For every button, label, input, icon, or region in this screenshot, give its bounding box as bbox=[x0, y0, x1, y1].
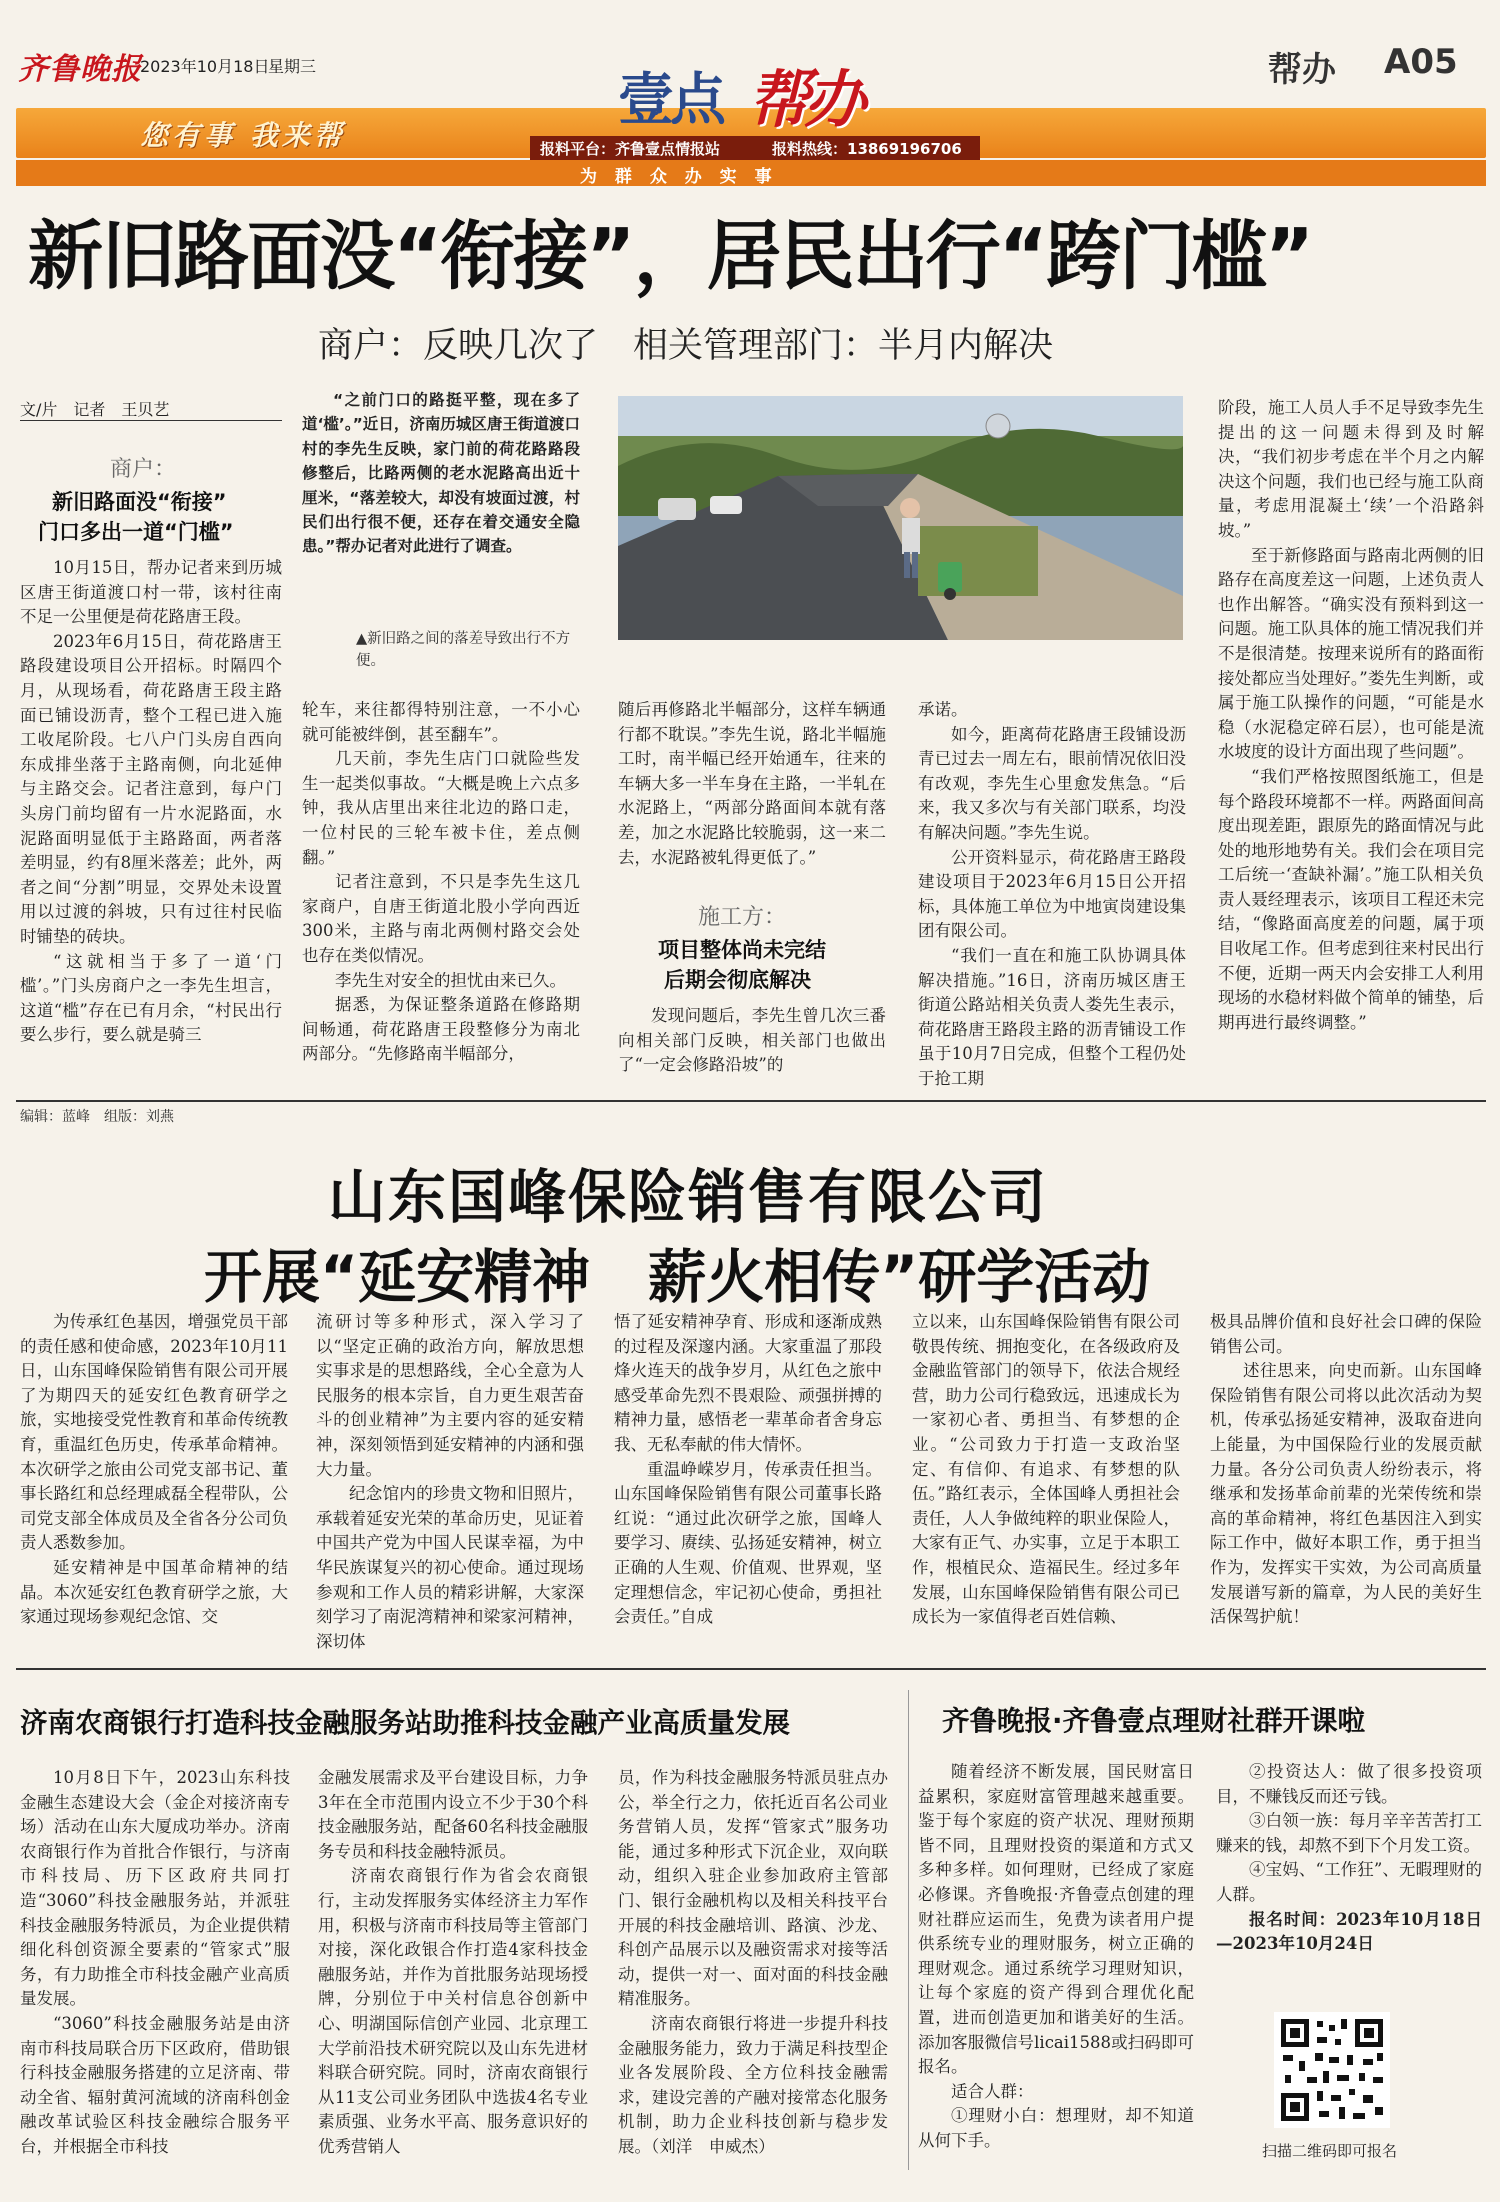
editor-line: 编辑：蓝峰 组版：刘燕 bbox=[20, 1109, 174, 1125]
story2-col1-p1: 为传承红色基因，增强党员干部的责任感和使命感，2023年10月11日，山东国峰保险销售有限公司开展了为期四天的延安红色教育研学之旅，实地接受党性教育和革命传统教育，重温红色历史，传承革命精神。本次研学之旅由公司党支部书记、董事长路红和总经理戚磊全程带队，公司党支部全体成员及全省各分公司负责人悉数参加。 bbox=[20, 1312, 288, 1553]
story2-col3 bbox=[614, 1310, 882, 1654]
story3-col1 bbox=[20, 1766, 290, 2166]
story2-col5 bbox=[1210, 1310, 1482, 1654]
story1-col5-p1: 阶段，施工人员人手不足导致李先生提出的这一问题未得到及时解决，“我们初步考虑在半个月之内解决这个问题，我们也已经与施工队商量，考虑用混凝土‘续’一个沿路斜坡。” bbox=[1218, 398, 1484, 540]
story3-col3 bbox=[618, 1766, 888, 2166]
story1-col1-p2: 2023年6月15日，荷花路唐王路段建设项目公开招标。时隔四个月，从现场看，荷花路唐王段主路面已铺设沥青，整个工程已进入施工收尾阶段。七八户门头房自西向东成排坐落于主路南侧，向北延伸与主路交会。记者注意到，每户门头房门前均留有一片水泥路面，水泥路面明显低于主路路面，两者落差明显，约有8厘米落差；此外，两者之间“分割”明显，交界处未设置用以过渡的斜坡，只有过往村民临时铺垫的砖块。 bbox=[20, 631, 282, 946]
story1-col3 bbox=[618, 698, 886, 894]
story2-col2-p1: 流研讨等多种形式，深入学习了以“坚定正确的政治方向，解放思想实事求是的思想路线，全心全意为人民服务的根本宗旨，自力更生艰苦奋斗的创业精神”为主要内容的延安精神，深刻领悟到延安精神的内涵和强大力量。 bbox=[316, 1312, 584, 1479]
story2-bottom-rule bbox=[16, 1668, 1486, 1670]
qr-code-svg bbox=[1277, 2015, 1387, 2125]
story1-byline: 文/片 记者 王贝艺 bbox=[20, 400, 170, 419]
story1-col2-p1: 轮车，来往都得特别注意，一不小心就可能被绊倒，甚至翻车”。 bbox=[302, 700, 580, 744]
road-photo-image bbox=[618, 396, 1183, 640]
story2-col2 bbox=[316, 1310, 584, 1654]
story2-col4-p1: 立以来，山东国峰保险销售有限公司敬畏传统、拥抱变化，在各级政府及金融监管部门的领导下，依法合规经营，助力公司行稳致远，迅速成长为一家初心者、勇担当、有梦想的企业。“公司致力于打造一支政治坚定、有信仰、有追求、有梦想的队伍。”路红表示，全体国峰人勇担社会责任，人人争做纯粹的职业保险人，大家有正气、办实事，立足于本职工作，根植民众、造福民生。经过多年发展，山东国峰保险销售有限公司已成长为一家值得老百姓信赖、 bbox=[912, 1312, 1180, 1627]
story2-col5-p1: 极具品牌价值和良好社会口碑的保险销售公司。 bbox=[1210, 1312, 1482, 1356]
slogan: 您有事 我来帮 bbox=[140, 119, 346, 152]
story4-col2 bbox=[1216, 1760, 1482, 1990]
story4-suitable-label: 适合人群： bbox=[951, 2081, 1034, 2101]
masthead bbox=[0, 0, 1500, 200]
story1-bottom-rule bbox=[16, 1100, 1486, 1102]
story4-headline: 齐鲁晚报·齐鲁壹点理财社群开课啦 bbox=[942, 1705, 1365, 1737]
story4-signup: 报名时间：2023年10月18日—2023年10月24日 bbox=[1216, 1909, 1482, 1954]
story1-col2-p4: 李先生对安全的担忧由来已久。 bbox=[335, 970, 566, 990]
story1-col2-p3: 记者注意到，不只是李先生这几家商户，自唐王街道北股小学向西近300米，主路与南北两侧村路交会处也存在类似情况。 bbox=[302, 872, 580, 965]
story4-divider bbox=[908, 1690, 909, 2170]
story4-item-3: ③白领一族：每月辛辛苦苦打工赚来的钱，却熬不到下个月发工资。 bbox=[1216, 1811, 1482, 1855]
story1-col3b-p1: 发现问题后，李先生曾几次三番向相关部门反映，相关部门也做出了“一定会修路沿坡”的 bbox=[618, 1006, 886, 1075]
story1-col4-p1: 承诺。 bbox=[918, 700, 968, 719]
story2-col5-p2: 述往思来，向史而新。山东国峰保险销售有限公司将以此次活动为契机，传承弘扬延安精神，汲取奋进向上能量，为中国保险行业的发展贡献力量。各分公司负责人纷纷表示，将继承和发扬革命前辈的光荣传统和崇高的革命精神，将红色基因注入到实际工作中，做好本职工作，勇于担当作为，发挥实干实效，为公司高质量发展谱写新的篇章，为人民的美好生活保驾护航！ bbox=[1210, 1361, 1482, 1627]
story2-col2-p2: 纪念馆内的珍贵文物和旧照片，承载着延安光荣的革命历史，见证着中国共产党为中国人民谋幸福，为中华民族谋复兴的初心使命。通过现场参观和工作人员的精彩讲解，大家深刻学习了南泥湾精神和梁家河精神，深切体 bbox=[316, 1484, 584, 1651]
story1-col4-p2: 如今，距离荷花路唐王段铺设沥青已过去一周左右，眼前情况依旧没有改观，李先生心里愈发焦急。“后来，我又多次与有关部门联系，均没有解决问题。”李先生说。 bbox=[918, 724, 1186, 842]
story4-item-1: ①理财小白：想理财，却不知道从何下手。 bbox=[918, 2106, 1194, 2150]
story2-col3-p2: 重温峥嵘岁月，传承责任担当。山东国峰保险销售有限公司董事长路红说：“通过此次研学之旅，国峰人要学习、赓续、弘扬延安精神，树立正确的人生观、价值观、世界观，坚定理想信念，牢记初心使命，勇担社会责任。”自成 bbox=[614, 1459, 882, 1627]
story1-col2-p2: 几天前，李先生店门口就险些发生一起类似事故。“大概是晚上六点多钟，我从店里出来往北边的路口走，一位村民的三轮车被卡住，差点侧翻。” bbox=[302, 749, 580, 867]
road-photo-svg bbox=[618, 396, 1183, 640]
story1-col4 bbox=[918, 698, 1186, 1088]
story3-col2 bbox=[318, 1766, 588, 2166]
story1-sub2-title-b: 后期会彻底解决 bbox=[664, 968, 811, 992]
story4-col1 bbox=[918, 1760, 1194, 2180]
story3-col2-p1: 金融发展需求及平台建设目标，力争3年在全市范围内设立不少于30个科技金融服务站，配备60名科技金融服务专员和科技金融特派员。 bbox=[318, 1768, 588, 1861]
photo-caption bbox=[356, 628, 584, 672]
story1-lead-text: “之前门口的路挺平整，现在多了道‘槛’。”近日，济南历城区唐王街道渡口村的李先生反映，家门前的荷花路路段修整后，比路两侧的老水泥路高出近十厘米，“落差较大，却没有坡面过渡，村民们出行很不便，还存在着交通安全隐患。”帮办记者对此进行了调查。 bbox=[302, 391, 580, 556]
issue-weekday: 星期三 bbox=[268, 57, 317, 76]
story2-col3-p1: 悟了延安精神孕育、形成和逐渐成熟的过程及深邃内涵。大家重温了那段烽火连天的战争岁月，从红色之旅中感受革命先烈不畏艰险、顽强拼搏的精神力量，感悟老一辈革命者舍身忘我、无私奉献的伟大情怀。 bbox=[614, 1312, 882, 1454]
story1-col2-p5: 据悉，为保证整条道路在修路期间畅通，荷花路唐王段整修分为南北两部分。“先修路南半幅部分， bbox=[302, 995, 580, 1064]
story1-col5 bbox=[1218, 396, 1484, 1076]
story1-col3b bbox=[618, 1004, 886, 1076]
section-name: 帮办 bbox=[1268, 50, 1336, 90]
story4-item-2: ②投资达人：做了很多投资项目，不赚钱反而还亏钱。 bbox=[1216, 1762, 1482, 1806]
story3-col2-p2: 济南农商银行作为省会农商银行，主动发挥服务实体经济主力军作用，积极与济南市科技局等主管部门对接，深化政银合作打造4家科技金融服务站，并作为首批服务站现场授牌，分别位于中关村信息谷创新中心、明湖国际信创产业园、北京理工大学前沿技术研究院以及山东先进材料联合研究院。同时，济南农商银行从11支公司业务团队中选拔4名专业素质强、业务水平高、服务意识好的优秀营销人 bbox=[318, 1866, 588, 2156]
story4-item-4: ④宝妈、“工作狂”、无暇理财的人群。 bbox=[1216, 1860, 1482, 1904]
story2-col4 bbox=[912, 1310, 1180, 1654]
story2-headline-a: 山东国峰保险销售有限公司 bbox=[328, 1163, 1049, 1231]
issue-date: 2023年10月18日 bbox=[140, 57, 270, 76]
story2-headline-b: 开展“延安精神 薪火相传”研学活动 bbox=[204, 1243, 1151, 1311]
story1-sub1-title-b: 门口多出一道“门槛” bbox=[38, 520, 234, 544]
story1-sub1-title-a: 新旧路面没“衔接” bbox=[52, 490, 227, 514]
hotline-platform: 报料平台：齐鲁壹点情报站 bbox=[540, 140, 721, 158]
story1-subheadline: 商户：反映几次了 相关管理部门：半月内解决 bbox=[318, 326, 1054, 366]
story1-headline: 新旧路面没“衔接”，居民出行“跨门槛” bbox=[28, 212, 1313, 300]
story1-sub2-title-a: 项目整体尚未完结 bbox=[658, 938, 826, 962]
motto: 为 群 众 办 实 事 bbox=[580, 167, 778, 187]
byline-rule bbox=[20, 420, 282, 421]
story1-lead bbox=[302, 388, 580, 610]
story1-col2 bbox=[302, 698, 580, 1074]
story1-col1-p1: 10月15日，帮办记者来到历城区唐王街道渡口村一带，该村往南不足一公里便是荷花路唐王段。 bbox=[20, 558, 282, 627]
column-logo-b: 帮办 bbox=[748, 63, 861, 136]
story1-sub2-tag: 施工方： bbox=[698, 905, 787, 930]
story4-col1-p1: 随着经济不断发展，国民财富日益累积，家庭财富管理越来越重要。鉴于每个家庭的资产状况、理财预期皆不同，且理财投资的渠道和方式又多种多样。如何理财，已经成了家庭必修课。齐鲁晚报·齐鲁壹点创建的理财社群应运而生，免费为读者用户提供系统专业的理财服务，树立正确的理财观念。通过系统学习理财知识，让每个家庭的资产得到合理优化配置，进而创造更加和谐美好的生活。添加客服微信号licai1588或扫码即可报名。 bbox=[918, 1762, 1194, 2077]
story3-col3-p1: 员，作为科技金融服务特派员驻点办公，举全行之力，依托近百名公司业务营销人员，发挥“管家式”服务功能，通过多种形式下沉企业，双向联动，组织入驻企业参加政府主管部门、银行金融机构以及相关科技平台开展的科技金融培训、路演、沙龙、科创产品展示以及融资需求对接等活动，提供一对一、面对面的科技金融精准服务。 bbox=[618, 1768, 888, 2009]
hotline-phone: 报料热线：13869196706 bbox=[772, 140, 962, 158]
story1-col1-p3: “这就相当于多了一道‘门槛’。”门头房商户之一李先生坦言，这道“槛”存在已有月余，“村民出行要么步行，要么就是骑三 bbox=[20, 951, 282, 1045]
story1-col1 bbox=[20, 556, 282, 1074]
story2-col1-p2: 延安精神是中国革命精神的结晶。本次延安红色教育研学之旅，大家通过现场参观纪念馆、交 bbox=[20, 1557, 288, 1627]
page-number: A05 bbox=[1384, 42, 1458, 82]
story3-col1-p2: “3060”科技金融服务站是由济南市科技局联合历下区政府，借助银行科技金融服务搭建的立足济南、带动全省、辐射黄河流域的济南科创金融改革试验区科技金融综合服务平台，并根据全市科技 bbox=[20, 2013, 290, 2156]
paper-name: 齐鲁晚报 bbox=[18, 52, 142, 87]
qr-code-image bbox=[1274, 2012, 1390, 2128]
story1-col5-p3: “我们严格按照图纸施工，但是每个路段环境都不一样。两路面间高度出现差距，跟原先的路面情况与此处的地形地势有关。我们会在项目完工后统一‘查缺补漏’。”施工队相关负责人聂经理表示，该项目工程还未完结，“像路面高度差的问题，属于项目收尾工作。但考虑到往来村民出行不便，近期一两天内会安排工人利用现场的水稳材料做个简单的铺垫，后期再进行最终调整。” bbox=[1218, 766, 1484, 1032]
story1-col5-p2: 至于新修路面与路南北两侧的旧路存在高度差这一问题，上述负责人也作出解答。“确实没有预料到这一问题。施工队具体的施工情况我们并不是很清楚。按理来说所有的路面衔接处都应当处理好。”娄先生判断，或属于施工队操作的问题，“可能是水稳（水泥稳定碎石层），也可能是流水坡度的设计方面出现了些问题”。 bbox=[1218, 545, 1484, 762]
column-logo-a: 壹点 bbox=[618, 68, 722, 133]
story3-headline: 济南农商银行打造科技金融服务站助推科技金融产业高质量发展 bbox=[20, 1707, 790, 1739]
story3-col3-p2: 济南农商银行将进一步提升科技金融服务能力，致力于满足科技型企业各发展阶段、全方位科技金融需求，建设完善的产融对接常态化服务机制，助力企业科技创新与稳步发展。（刘洋 申威杰） bbox=[618, 2013, 888, 2156]
story2-col1 bbox=[20, 1310, 288, 1654]
story1-sub1-tag: 商户： bbox=[110, 457, 177, 482]
story3-col1-p1: 10月8日下午，2023山东科技金融生态建设大会（金企对接济南专场）活动在山东大厦成功举办。济南农商银行作为首批合作银行，与济南市科技局、历下区政府共同打造“3060”科技金融服务站，并派驻科技金融服务特派员，为企业提供精细化科创资源全要素的“管家式”服务，有力助推全市科技金融产业高质量发展。 bbox=[20, 1768, 290, 2009]
photo-caption-text: ▲新旧路之间的落差导致出行不方便。 bbox=[356, 631, 571, 669]
story1-col3-p1: 随后再修路北半幅部分，这样车辆通行都不耽误。”李先生说，路北半幅施工时，南半幅已经开始通车，往来的车辆大多一半车身在主路，一半轧在水泥路上，“两部分路面间本就有落差，加之水泥路比较脆弱，这一来二去，水泥路被轧得更低了。” bbox=[618, 700, 886, 867]
qr-caption: 扫描二维码即可报名 bbox=[1262, 2142, 1398, 2160]
story1-col4-p3: 公开资料显示，荷花路唐王路段建设项目于2023年6月15日公开招标，具体施工单位为中地寅岗建设集团有限公司。 bbox=[918, 847, 1186, 941]
story1-col4-p4: “我们一直在和施工队协调具体解决措施。”16日，济南历城区唐王街道公路站相关负责人娄先生表示，荷花路唐王路段主路的沥青铺设工作虽于10月7日完成，但整个工程仍处于抢工期 bbox=[918, 945, 1186, 1088]
